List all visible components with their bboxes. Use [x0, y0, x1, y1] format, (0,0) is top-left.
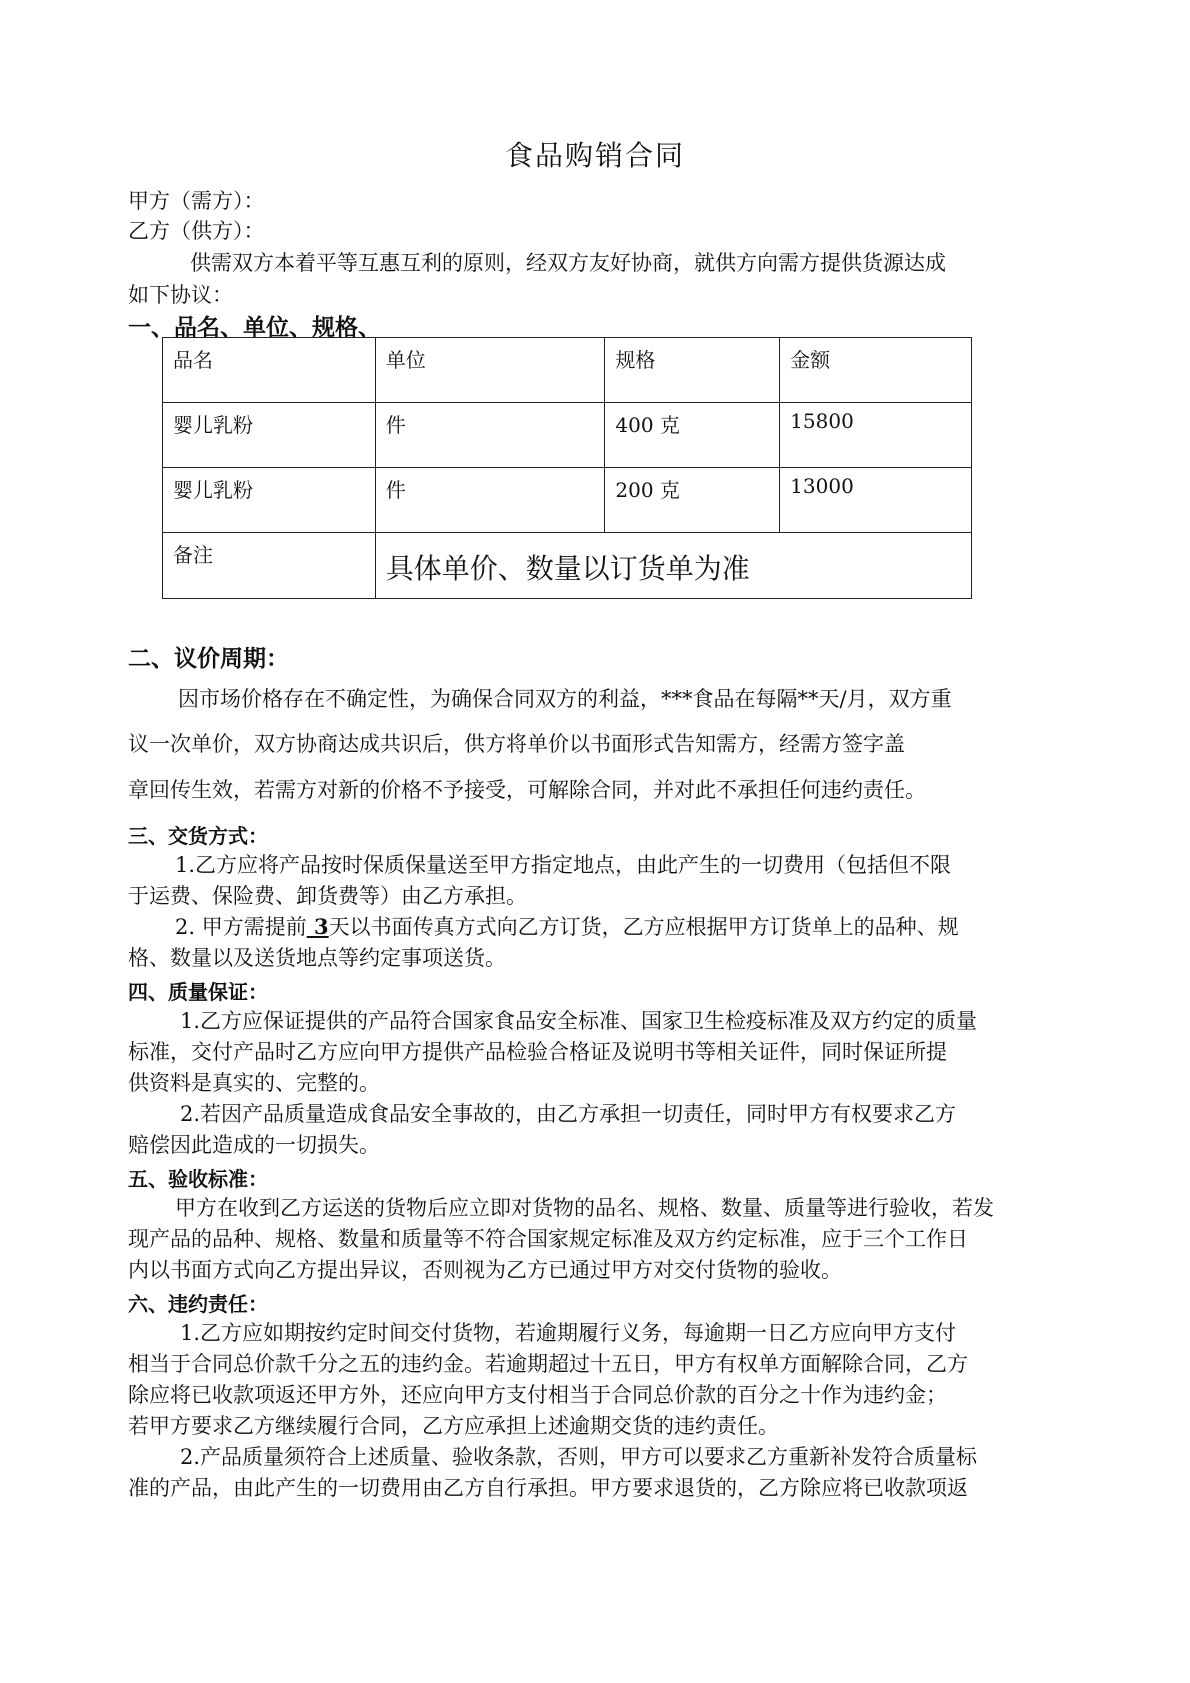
section-4-line-4: 2.若因产品质量造成食品安全事故的，由乙方承担一切责任，同时甲方有权要求乙方 [180, 1102, 957, 1126]
intro-text-1: 供需双方本着平等互惠互利的原则，经双方友好协商，就供方向需方提供货源达成 [190, 251, 946, 275]
table-cell-unit: 件 [375, 468, 605, 533]
section-2-line-3: 章回传生效，若需方对新的价格不予接受，可解除合同，并对此不承担任何违约责任。 [128, 778, 926, 802]
section-4-line-2: 标准，交付产品时乙方应向甲方提供产品检验合格证及说明书等相关证件，同时保证所提 [128, 1040, 947, 1064]
table-header-spec: 规格 [605, 338, 780, 403]
section-1-heading: 一、品名、单位、规格、 [128, 315, 381, 341]
advance-days-value: 3 [306, 914, 329, 939]
table-cell-amount: 13000 [780, 468, 972, 533]
section-5-line-2: 现产品的品种、规格、数量和质量等不符合国家规定标准及双方约定标准，应于三个工作日 [128, 1227, 968, 1251]
section-5-line-1: 甲方在收到乙方运送的货物后应立即对货物的品名、规格、数量、质量等进行验收，若发 [175, 1196, 994, 1220]
table-row [163, 403, 972, 468]
section-2-heading: 二、议价周期： [128, 646, 289, 672]
document-title: 食品购销合同 [504, 139, 685, 172]
section-6-line-6: 准的产品，由此产生的一切费用由乙方自行承担。甲方要求退货的，乙方除应将已收款项返 [128, 1476, 968, 1500]
section-3-item-1-line-1: 1.乙方应将产品按时保质保量送至甲方指定地点，由此产生的一切费用（包括但不限 [175, 853, 952, 877]
section-5-line-3: 内以书面方式向乙方提出异议，否则视为乙方已通过甲方对交付货物的验收。 [128, 1258, 842, 1282]
section-6-line-3: 除应将已收款项返还甲方外，还应向甲方支付相当于合同总价款的百分之十作为违约金； [128, 1383, 947, 1407]
table-remark-value: 具体单价、数量以订货单为准 [385, 552, 750, 585]
section-3-item-1-line-2: 于运费、保险费、卸货费等）由乙方承担。 [128, 884, 527, 908]
table-cell-name: 婴儿乳粉 [163, 403, 376, 468]
product-table [162, 337, 972, 599]
party-a-line: 甲方（需方）： [128, 189, 265, 213]
section-4-line-5: 赔偿因此造成的一切损失。 [128, 1133, 380, 1157]
table-cell-name: 婴儿乳粉 [163, 468, 376, 533]
section-3-item-2-line-1 [175, 912, 959, 942]
table-cell-spec: 200 克 [605, 468, 780, 533]
section-3-item-2-line-2: 格、数量以及送货地点等约定事项送货。 [128, 946, 506, 970]
table-header-name: 品名 [163, 338, 376, 403]
table-remark-label: 备注 [163, 533, 376, 599]
section-2-line-2: 议一次单价，双方协商达成共识后，供方将单价以书面形式告知需方，经需方签字盖 [128, 732, 905, 756]
section-6-heading: 六、违约责任： [128, 1292, 268, 1316]
table-cell-unit: 件 [375, 403, 605, 468]
table-cell-spec: 400 克 [605, 403, 780, 468]
section-3-heading: 三、交货方式： [128, 824, 268, 848]
section-6-line-4: 若甲方要求乙方继续履行合同，乙方应承担上述逾期交货的违约责任。 [128, 1414, 779, 1438]
intro-line-1 [190, 248, 1085, 278]
party-b-line: 乙方（供方）： [128, 219, 265, 243]
section-3-item-2-prefix: 2. 甲方需提前 [175, 915, 307, 939]
section-4-line-1: 1.乙方应保证提供的产品符合国家食品安全标准、国家卫生检疫标准及双方约定的质量 [180, 1009, 978, 1033]
section-3-item-2-suffix: 天以书面传真方式向乙方订货，乙方应根据甲方订货单上的品种、规 [328, 915, 959, 939]
section-4-heading: 四、质量保证： [128, 980, 268, 1004]
intro-line-2: 如下协议： [128, 283, 233, 307]
table-header-row [163, 338, 972, 403]
table-header-unit: 单位 [375, 338, 605, 403]
table-header-amount: 金额 [780, 338, 972, 403]
section-2-line-1: 因市场价格存在不确定性，为确保合同双方的利益，***食品在每隔**天/月，双方重 [178, 687, 952, 711]
table-remark-cell [375, 533, 971, 599]
table-remark-row [163, 533, 972, 599]
table-row [163, 468, 972, 533]
table-cell-amount: 15800 [780, 403, 972, 468]
section-6-line-5: 2.产品质量须符合上述质量、验收条款，否则，甲方可以要求乙方重新补发符合质量标 [180, 1445, 978, 1469]
section-5-heading: 五、验收标准： [128, 1167, 268, 1191]
section-6-line-2: 相当于合同总价款千分之五的违约金。若逾期超过十五日，甲方有权单方面解除合同，乙方 [128, 1352, 968, 1376]
section-6-line-1: 1.乙方应如期按约定时间交付货物，若逾期履行义务，每逾期一日乙方应向甲方支付 [180, 1321, 957, 1345]
section-4-line-3: 供资料是真实的、完整的。 [128, 1071, 380, 1095]
